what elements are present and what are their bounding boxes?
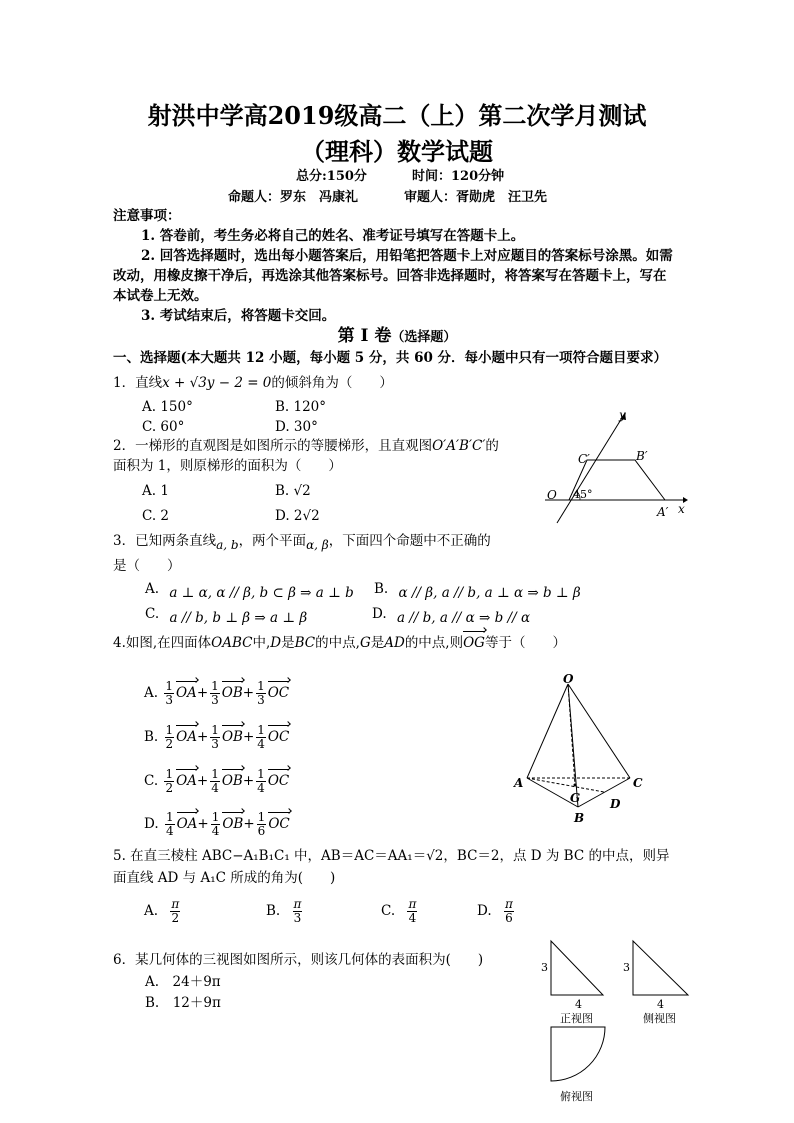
q1-option-a: A. 150° <box>142 399 193 415</box>
notice-item-1: 1. 答卷前，考生务必将自己的姓名、准考证号填写在答题卡上。 <box>141 228 525 244</box>
label-x: x <box>678 502 685 516</box>
part-1-heading <box>0 321 794 346</box>
q3-option-a <box>145 579 354 599</box>
label-o: O <box>563 672 574 686</box>
q2-stem-pre: 2．一梯形的直观图是如图所示的等腰梯形，且直观图 <box>113 438 433 454</box>
q1-option-d: D. 30° <box>275 419 318 435</box>
reviewers: 审题人：胥勋虎 汪卫先 <box>404 190 548 205</box>
front-view-label: 正视图 <box>560 1012 593 1025</box>
point-g <box>574 784 577 787</box>
q6-option-a: A. 24＋9π <box>145 974 221 990</box>
label-a-prime: A′ <box>657 505 669 519</box>
q3-option-b-text: α // β, a // b, a ⊥ α ⇒ b ⊥ β <box>398 585 581 601</box>
exam-title-line2: （理科）数学试题 <box>301 137 493 166</box>
q3-option-b <box>374 579 581 599</box>
q4-option-d-label: D. <box>144 816 159 832</box>
notice-title: 注意事项： <box>113 208 181 224</box>
q3-stem-mid: ，两个平面 <box>238 533 307 549</box>
q3-option-d-label: D. <box>372 606 387 622</box>
edge-ob <box>568 684 581 807</box>
q4-option-b: B. $\frac{1}{2}$ OA+ $\frac{1}{3}$ OB+ $\frac{1}{4}$ OC <box>144 723 290 751</box>
edge-oa <box>527 684 568 778</box>
q1-stem-pre: 1．直线 <box>113 375 163 391</box>
q3-option-b-label: B. <box>374 581 389 597</box>
notice-item-2-line-2: 改动，用橡皮擦干净后，再选涂其他答案标号。回答非选择题时，将答案写在答题卡上，写在 <box>113 268 667 284</box>
q5-option-d: D. $\frac{\pi}{6}$ <box>477 897 513 925</box>
edge-oc <box>568 684 630 778</box>
top-view-label: 俯视图 <box>560 1090 593 1103</box>
question-4-stem <box>113 633 566 653</box>
q4-option-d: D. $\frac{1}{4}$ OA+ $\frac{1}{4}$ OB+ $\frac{1}{6}$ OC <box>144 810 290 838</box>
q5-option-a: A. $\frac{\pi}{2}$ <box>144 897 180 925</box>
q3-option-a-text: a ⊥ α, α // β, b ⊂ β ⇒ a ⊥ b <box>169 585 354 601</box>
label-a: A <box>514 776 524 790</box>
authors: 命题人：罗东 冯康礼 <box>228 190 359 205</box>
side-view-height: 3 <box>623 961 630 974</box>
label-o: O <box>547 488 557 502</box>
q4-option-a: A. $\frac{1}{3}$ OA+ $\frac{1}{3}$ OB+ $\frac{1}{3}$ OC <box>144 679 290 707</box>
q5-option-c: C. $\frac{\pi}{4}$ <box>381 897 417 925</box>
label-angle: 45° <box>573 488 593 501</box>
q4-stem-post: 等于（ ） <box>484 635 566 651</box>
q6-three-views-figure <box>535 935 710 1105</box>
part-1-subtitle: （选择题） <box>391 330 457 345</box>
top-view-quarter-circle <box>551 1027 605 1081</box>
q1-option-b: B. 120° <box>275 399 327 415</box>
q2-option-b: B. √2 <box>275 483 311 499</box>
q4-og-vector: OG <box>463 635 485 651</box>
question-6-stem: 6．某几何体的三视图如图所示，则该几何体的表面积为( ) <box>113 952 484 968</box>
q1-equation: x + √3y − 2 = 0 <box>162 375 272 391</box>
front-view-height: 3 <box>541 961 548 974</box>
q6-option-b: B. 12＋9π <box>145 995 221 1011</box>
q4-stem-mid3: 的中点, <box>315 635 360 651</box>
q3-lines: a, b <box>216 538 239 552</box>
notice-item-2-line-3: 本试卷上无效。 <box>113 288 208 304</box>
q3-option-d-text: a // b, a // α ⇒ b // α <box>396 610 531 626</box>
q2-trapezoid-figure <box>525 405 695 530</box>
q2-stem-post: 的 <box>485 438 499 454</box>
exam-time: 时间：120分钟 <box>412 169 505 184</box>
q4-bc: BC <box>294 635 316 651</box>
q2-option-a: A. 1 <box>142 483 169 499</box>
q4-ad: AD <box>384 635 405 651</box>
question-2-line-1 <box>113 436 499 456</box>
edge-bc <box>578 778 630 807</box>
q4-g: G <box>359 635 371 651</box>
question-1-stem <box>113 373 393 393</box>
notice-item-3: 3. 考试结束后，将答题卡交回。 <box>141 308 336 324</box>
q3-planes: α, β <box>306 538 329 552</box>
q2-figure-name: O′A′B′C′ <box>432 438 486 454</box>
q3-option-c-label: C. <box>145 606 160 622</box>
label-b: B <box>574 811 585 825</box>
total-score: 总分:150分 <box>296 169 367 184</box>
q4-stem-mid5: 的中点,则 <box>404 635 464 651</box>
side-view-width: 4 <box>657 998 664 1011</box>
part-1-title: 第 I 卷 <box>337 326 392 346</box>
q4-option-a-label: A. <box>144 685 159 701</box>
question-5-line-1: 5. 在直三棱柱 ABC−A₁B₁C₁ 中，AB＝AC＝AA₁＝√2，BC＝2，点 D 为 BC 的中点，则异 <box>113 848 670 864</box>
segment-og <box>568 684 575 785</box>
q4-option-b-label: B. <box>144 729 159 745</box>
q4-tetra: OABC <box>211 635 253 651</box>
q5-option-b: B. $\frac{\pi}{3}$ <box>266 897 302 925</box>
q3-option-c-text: a // b, b ⊥ β ⇒ a ⊥ β <box>169 610 308 626</box>
exam-title-line1: 射洪中学高2019级高二（上）第二次学月测试 <box>147 101 647 130</box>
label-g: G <box>570 791 581 805</box>
q3-option-a-label: A. <box>145 581 160 597</box>
label-y: y <box>619 408 626 422</box>
q4-stem-pre: 4.如图,在四面体 <box>113 635 212 651</box>
q4-stem-mid2: 是 <box>281 635 295 651</box>
question-2-line-2: 面积为 1，则原梯形的面积为（ ） <box>113 458 342 474</box>
question-3-line-2: 是（ ） <box>113 558 181 574</box>
q4-option-c-label: C. <box>144 773 159 789</box>
question-3-line-1 <box>113 531 491 551</box>
y-axis <box>557 413 625 523</box>
q3-stem-pre: 3．已知两条直线 <box>113 533 217 549</box>
label-d: D <box>610 797 621 811</box>
label-b-prime: B′ <box>636 449 648 463</box>
q1-stem-post: 的倾斜角为（ ） <box>271 375 393 391</box>
front-view-width: 4 <box>575 998 582 1011</box>
q2-option-c: C. 2 <box>142 508 170 524</box>
label-c-prime: C′ <box>578 452 590 466</box>
q4-option-c: C. $\frac{1}{2}$ OA+ $\frac{1}{4}$ OB+ $\frac{1}{4}$ OC <box>144 767 290 795</box>
q2-option-d: D. 2√2 <box>275 508 320 524</box>
notice-item-2-line-1: 2. 回答选择题时，选出每小题答案后，用铅笔把答题卡上对应题目的答案标号涂黑。如需 <box>141 248 673 264</box>
q4-stem-mid4: 是 <box>370 635 385 651</box>
q4-tetrahedron-figure <box>505 670 655 830</box>
side-view-triangle <box>633 941 688 995</box>
q3-stem-post: ，下面四个命题中不正确的 <box>328 533 491 549</box>
q3-option-d <box>372 604 530 624</box>
label-c: C <box>633 776 643 790</box>
q4-d: D <box>270 635 282 651</box>
q1-option-c: C. 60° <box>142 419 185 435</box>
q3-option-c <box>145 604 307 624</box>
front-view-triangle <box>551 941 603 995</box>
section-1-title: 一、选择题(本大题共 12 小题，每小题 5 分，共 60 分．每小题中只有一项符合题目要求） <box>113 350 668 366</box>
side-view-label: 侧视图 <box>643 1012 676 1025</box>
question-5-line-2: 面直线 AD 与 A₁C 所成的角为( ) <box>113 870 336 886</box>
q4-stem-mid1: 中, <box>252 635 271 651</box>
